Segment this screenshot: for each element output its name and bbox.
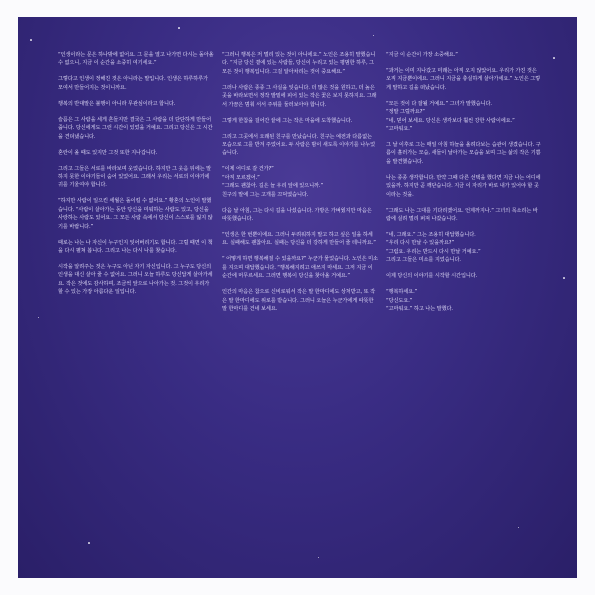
paragraph: 그 날 이후로 그는 매일 아침 하늘을 올려다보는 습관이 생겼습니다. 구름이 흘러가는 모습, 새들이 날아가는 모습을 보며 그는 삶의 작은 기쁨을 발견했습니다. xyxy=(386,142,541,165)
paragraph: 행복의 반대말은 불행이 아니라 무관심이라고 합니다. xyxy=(58,100,176,107)
paragraph: 그러나 사람은 종종 그 사실을 잊습니다. 더 많은 것을 원하고, 더 높은 곳을 바라보면서 정작 발밑에 피어 있는 작은 꽃은 보지 못하지요. 그래서 가끔은 멈춰 서서 주위를 둘러보아야 합니다. xyxy=(222,84,377,108)
paragraph: 슬픔은 그 사람을 세게 흔들지만 결국은 그 사람을 더 단단하게 만들어 줍니다. 당신에게도 그런 시간이 있었을 거예요. 그리고 당신은 그 시간을 견뎌냈습니다. xyxy=(58,116,213,140)
paragraph: 이제 당신의 이야기를 시작할 시간입니다. xyxy=(386,273,478,280)
book-page-panel xyxy=(18,17,577,578)
paragraph: “과거는 이미 지나갔고 미래는 아직 오지 않았어요. 우리가 가진 것은 오직 지금뿐이에요. 그러니 지금을 충실하게 살아가세요.” 노인은 그렇게 말하고 길을 떠났습니다. xyxy=(386,68,541,91)
paragraph: “행복하세요.” “당신도요.” “고마워요.” 하고 나는 말했다. xyxy=(386,289,453,313)
paragraph: 혼란이 올 때도 있지만 그것 또한 지나갑니다. xyxy=(58,149,158,156)
text-column-right xyxy=(386,51,542,321)
paragraph: 그리고 그곳에서 오래된 친구를 만났습니다. 친구는 예전과 다름없는 모습으로 그를 반겨 주었어요. 두 사람은 밤이 새도록 이야기를 나누었습니다. xyxy=(222,133,376,157)
paragraph: “지금 이 순간이 가장 소중해요.” xyxy=(386,52,458,58)
paragraph: “하지만 사람이 일으킨 세월은 돌이킬 수 없어요.” 황혼의 노인이 말했습니다. “사람이 살아가는 동안 당신을 미워하는 사람도 있고, 당신을 사랑하는 사람도 있어요. 그 모든 사람 속에서 당신이 스스로를 잃지 않기를 바랍니다.” xyxy=(58,198,213,230)
decorative-star xyxy=(563,277,565,279)
paragraph: “인생은 한 번뿐이에요. 그러니 두려워하지 말고 하고 싶은 일을 하세요. 실패해도 괜찮아요. 실패는 당신을 더 강하게 만들어 줄 테니까요.” xyxy=(222,232,376,247)
paragraph: “그러니 행복은 저 멀리 있는 것이 아니에요.” 노인은 조용히 말했습니다. “지금 당신 곁에 있는 사람들, 당신이 누리고 있는 평범한 하루, 그 모든 것이 행복입니다. 그걸 알아차리는 것이 중요해요.” xyxy=(222,52,376,75)
paragraph: “네, 그래요.” 그는 조용히 대답했습니다. “우리 다시 만날 수 있을까요?” “그럼요. 우리는 반드시 다시 만날 거예요.” 그리고 그들은 미소를 지었습니다. xyxy=(386,232,481,264)
paragraph: “ 어떻게 하면 행복해질 수 있을까요?” 누군가 물었습니다. 노인은 미소를 지으며 대답했습니다. “행복해지려고 애쓰지 마세요. 그저 지금 이 순간에 머무르세요. 그러면 행복이 당신을 찾아올 거예요.” xyxy=(222,256,378,280)
paragraph: “그래도 나는 그대를 기다리겠어요. 언제까지나.” 그녀의 목소리는 바람에 실려 멀리 퍼져 나갔습니다. xyxy=(386,207,538,223)
paragraph: 때로는 나는 나 자신이 누구인지 잊어버리기도 합니다. 그럴 때면 이 책을 다시 펼쳐 봅니다. 그리고 나는 다시 나를 찾습니다. xyxy=(58,239,213,255)
decorative-star xyxy=(88,542,90,544)
decorative-star xyxy=(318,557,319,558)
paragraph: 인간의 마음은 참으로 신비로워서 작은 말 한마디에도 상처받고, 또 작은 말 한마디에도 위로를 받습니다. 그러니 오늘은 누군가에게 따뜻한 말 한마디를 건네 보세요. xyxy=(222,289,376,313)
paragraph: “인생이라는 문은 하나밖에 없어요. 그 문을 열고 나가면 다시는 돌아올 수 없으니, 지금 이 순간을 소중히 여기세요.” xyxy=(58,52,214,67)
decorative-star xyxy=(178,27,180,29)
paragraph: 나는 종종 생각합니다. 만약 그때 다른 선택을 했다면 지금 나는 어디에 있을까. 하지만 곧 깨닫습니다. 지금 이 자리가 바로 내가 있어야 할 곳이라는 것을. xyxy=(386,174,541,198)
decorative-star xyxy=(30,39,32,41)
decorative-star xyxy=(553,57,555,59)
paragraph: 그렇다고 인생이 정해진 것은 아니라는 말입니다. 인생은 하루하루가 모여서 만들어지는 것이니까요. xyxy=(58,76,208,91)
decorative-star xyxy=(373,35,374,36)
text-column-left xyxy=(58,51,214,304)
text-column-middle xyxy=(222,51,378,321)
paragraph: 그렇게 한참을 걸어간 끝에 그는 작은 마을에 도착했습니다. xyxy=(222,117,353,124)
decorative-star xyxy=(38,317,39,318)
paragraph: “이제 어디로 갈 건가?” “아직 모르겠어.” “그래도 괜찮아. 길은 늘 우리 앞에 있으니까.” 친구의 말에 그는 고개를 끄덕였습니다. xyxy=(222,166,324,198)
paragraph: 그리고 그들은 서로를 바라보며 웃었습니다. 하지만 그 웃음 뒤에는 말하지 못한 이야기들이 숨어 있었어요. 그래서 우리는 서로의 이야기에 귀를 기울여야 합니다. xyxy=(58,165,212,189)
paragraph: 다음 날 아침, 그는 다시 길을 나섰습니다. 가방은 가벼웠지만 마음은 따뜻했습니다. xyxy=(222,207,372,223)
paragraph: 시작을 알려주는 것은 누구도 아닌 자기 자신입니다. 그 누구도 당신의 인생을 대신 살아 줄 수 없어요. 그러니 오늘 하루도 당신답게 살아가세요. 작은 것에도 감사하며, 조금씩 앞으로 나아가는 것. 그것이 우리가 할 수 있는 가장 아름다운 일입니다. xyxy=(58,264,213,296)
decorative-star xyxy=(518,527,519,528)
paragraph: “모든 것이 다 잘될 거예요.” 그녀가 말했습니다. “정말 그럴까요?” “네, 믿어 보세요. 당신은 생각보다 훨씬 강한 사람이에요.” “고마워요.” xyxy=(386,100,515,133)
